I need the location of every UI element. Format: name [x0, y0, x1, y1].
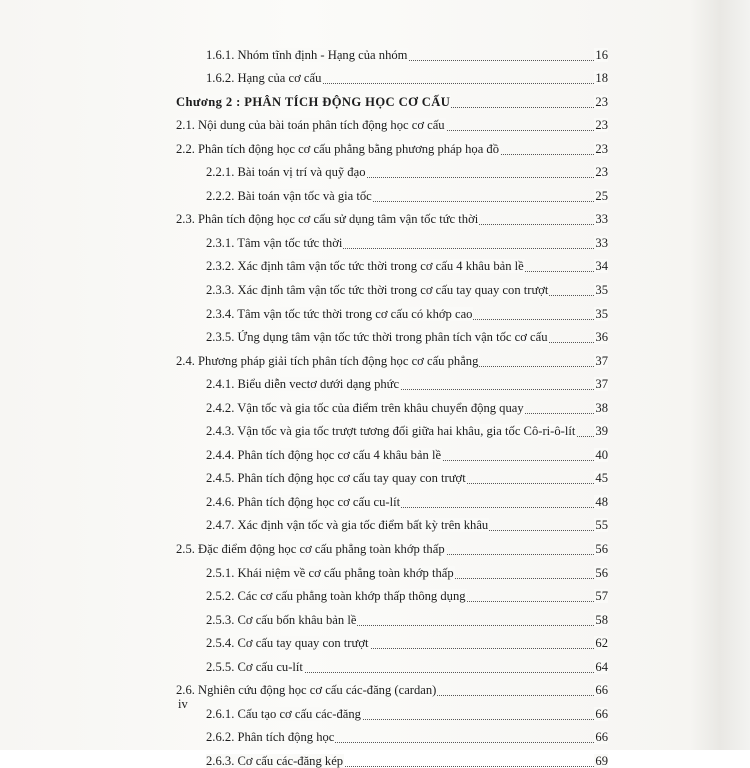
toc-entry-label: Chương 2 : PHÂN TÍCH ĐỘNG HỌC CƠ CẤU: [176, 94, 451, 109]
toc-subsection-entry: [176, 250, 608, 274]
toc-subsection-entry: [176, 650, 608, 674]
toc-subsection-entry: [176, 368, 608, 392]
toc-entry-label: 2.5.2. Các cơ cấu phẳng toàn khớp thấp thông dụng: [206, 589, 466, 604]
toc-entry-page-number: 62: [595, 636, 608, 651]
toc-entry-label: 2.2. Phân tích động học cơ cấu phẳng bằng phương pháp họa đồ: [176, 141, 500, 156]
toc-subsection-entry: [176, 556, 608, 580]
toc-entry-label: 2.1. Nội dung của bài toán phân tích động học cơ cấu: [176, 118, 445, 133]
toc-chapter-heading: [176, 85, 608, 109]
toc-entry-page-number: 33: [595, 235, 608, 250]
toc-entry-page-number: 66: [595, 730, 608, 745]
toc-entry-page-number: 23: [595, 165, 608, 180]
toc-subsection-entry: [176, 415, 608, 439]
toc-entry-label: 2.3.4. Tâm vận tốc tức thời trong cơ cấu có khớp cao: [206, 306, 473, 321]
toc-subsection-entry: [176, 485, 608, 509]
toc-entry-page-number: 36: [595, 330, 608, 345]
toc-entry-label: 1.6.2. Hạng của cơ cấu: [206, 71, 322, 86]
toc-entry-page-number: 56: [595, 542, 608, 557]
toc-subsection-entry: [176, 509, 608, 533]
toc-entry-page-number: 33: [595, 212, 608, 227]
toc-entry-label: 2.5. Đặc điểm động học cơ cấu phẳng toàn khớp thấp: [176, 542, 445, 557]
toc-entry-page-number: 39: [595, 424, 608, 439]
toc-entry-label: 2.4.6. Phân tích động học cơ cấu cu-lít: [206, 494, 401, 509]
toc-entry-label: 2.6.2. Phân tích động học: [206, 730, 335, 745]
toc-subsection-entry: [176, 321, 608, 345]
toc-section-entry: [176, 344, 608, 368]
page-number: iv: [178, 697, 188, 711]
toc-entry-page-number: 25: [595, 188, 608, 203]
toc-entry-label: 2.5.1. Khái niệm về cơ cấu phẳng toàn khớp thấp: [206, 565, 454, 580]
toc-entry-label: 2.4.7. Xác định vận tốc và gia tốc điểm bất kỳ trên khâu: [206, 518, 489, 533]
toc-entry-page-number: 37: [595, 377, 608, 392]
toc-entry-label: 2.4.4. Phân tích động học cơ cấu 4 khâu bản lề: [206, 447, 442, 462]
toc-entry-label: 2.6.1. Cấu tạo cơ cấu các-đăng: [206, 706, 361, 721]
table-of-contents: [176, 38, 608, 768]
toc-entry-page-number: 35: [595, 283, 608, 298]
toc-subsection-entry: [176, 627, 608, 651]
toc-entry-label: 2.6.3. Cơ cấu các-đăng kép: [206, 753, 344, 768]
toc-section-entry: [176, 532, 608, 556]
toc-entry-page-number: 48: [595, 494, 608, 509]
toc-entry-page-number: 66: [595, 706, 608, 721]
toc-entry-label: 2.4.1. Biểu diễn vectơ dưới dạng phức: [206, 377, 400, 392]
toc-entry-page-number: 23: [595, 141, 608, 156]
toc-subsection-entry: [176, 721, 608, 745]
toc-subsection-entry: [176, 603, 608, 627]
toc-entry-label: 2.4.3. Vận tốc và gia tốc trượt tương đối giữa hai khâu, gia tốc Cô-ri-ô-lít: [206, 424, 576, 439]
toc-entry-page-number: 69: [595, 753, 608, 768]
toc-entry-page-number: 57: [595, 589, 608, 604]
toc-entry-label: 2.5.5. Cơ cấu cu-lít: [206, 659, 303, 674]
toc-entry-page-number: 18: [595, 71, 608, 86]
toc-entry-page-number: 55: [595, 518, 608, 533]
toc-subsection-entry: [176, 38, 608, 62]
toc-section-entry: [176, 203, 608, 227]
toc-entry-page-number: 56: [595, 565, 608, 580]
toc-entry-label: 1.6.1. Nhóm tĩnh định - Hạng của nhóm: [206, 47, 408, 62]
toc-entry-label: 2.4.2. Vận tốc và gia tốc của điểm trên khâu chuyển động quay: [206, 400, 524, 415]
toc-entry-page-number: 23: [595, 94, 608, 109]
toc-entry-page-number: 34: [595, 259, 608, 274]
toc-subsection-entry: [176, 391, 608, 415]
toc-entry-label: 2.3. Phân tích động học cơ cấu sử dụng tâm vận tốc tức thời: [176, 212, 479, 227]
toc-subsection-entry: [176, 273, 608, 297]
toc-section-entry: [176, 674, 608, 698]
toc-entry-label: 2.2.1. Bài toán vị trí và quỹ đạo: [206, 165, 366, 180]
toc-entry-page-number: 66: [595, 683, 608, 698]
toc-subsection-entry: [176, 438, 608, 462]
toc-entry-label: 2.3.1. Tâm vận tốc tức thời: [206, 235, 343, 250]
toc-entry-page-number: 64: [595, 659, 608, 674]
toc-entry-label: 2.4.5. Phân tích động học cơ cấu tay quay con trượt: [206, 471, 466, 486]
toc-subsection-entry: [176, 462, 608, 486]
toc-subsection-entry: [176, 179, 608, 203]
toc-subsection-entry: [176, 580, 608, 604]
toc-entry-label: 2.3.3. Xác định tâm vận tốc tức thời trong cơ cấu tay quay con trượt: [206, 283, 549, 298]
toc-entry-page-number: 35: [595, 306, 608, 321]
toc-entry-page-number: 58: [595, 612, 608, 627]
toc-entry-page-number: 38: [595, 400, 608, 415]
toc-entry-label: 2.6. Nghiên cứu động học cơ cấu các-đăng (cardan): [176, 683, 437, 698]
toc-section-entry: [176, 109, 608, 133]
toc-entry-page-number: 23: [595, 118, 608, 133]
toc-subsection-entry: [176, 697, 608, 721]
toc-entry-label: 2.4. Phương pháp giải tích phân tích động học cơ cấu phẳng: [176, 353, 479, 368]
toc-entry-label: 2.3.2. Xác định tâm vận tốc tức thời trong cơ cấu 4 khâu bản lề: [206, 259, 524, 274]
toc-section-entry: [176, 132, 608, 156]
toc-entry-page-number: 40: [595, 447, 608, 462]
toc-entry-label: 2.2.2. Bài toán vận tốc và gia tốc: [206, 188, 372, 203]
toc-entry-label: 2.3.5. Ứng dụng tâm vận tốc tức thời trong phân tích vận tốc cơ cấu: [206, 330, 548, 345]
toc-subsection-entry: [176, 744, 608, 768]
toc-entry-label: 2.5.3. Cơ cấu bốn khâu bản lề: [206, 612, 357, 627]
toc-subsection-entry: [176, 156, 608, 180]
toc-entry-label: 2.5.4. Cơ cấu tay quay con trượt: [206, 636, 369, 651]
toc-subsection-entry: [176, 226, 608, 250]
toc-entry-page-number: 37: [595, 353, 608, 368]
toc-subsection-entry: [176, 297, 608, 321]
toc-entry-page-number: 45: [595, 471, 608, 486]
toc-entry-page-number: 16: [595, 47, 608, 62]
toc-subsection-entry: [176, 62, 608, 86]
